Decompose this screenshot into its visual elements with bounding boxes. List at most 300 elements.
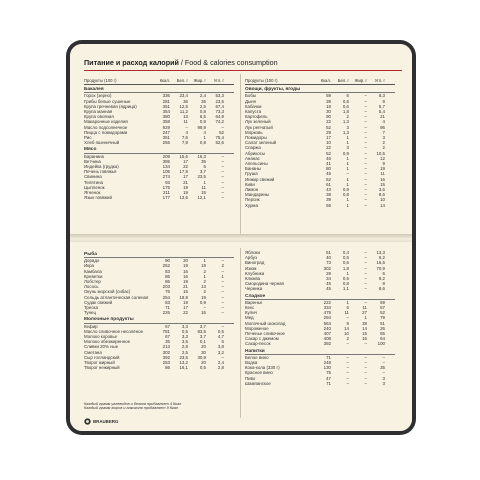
cell-fat: – xyxy=(364,265,367,271)
cell-product: Бананы xyxy=(245,166,261,172)
cell-fat: 38 xyxy=(362,320,367,326)
cell-kcal: 56 xyxy=(326,202,331,208)
cell-carbs: – xyxy=(221,124,224,130)
table-row xyxy=(84,140,234,145)
cell-carbs: 2,8 xyxy=(217,365,224,371)
cell-kcal: 52 xyxy=(326,124,331,130)
cell-product: Телятина xyxy=(84,179,104,185)
cell-product: Бобы xyxy=(245,93,256,99)
cell-product: Лосось xyxy=(84,284,99,290)
cell-kcal: 479 xyxy=(323,310,331,316)
cell-product: Сливки 20% ные xyxy=(84,344,119,350)
header-fat: Жир. г xyxy=(354,78,367,83)
cell-carbs: 65 xyxy=(380,331,385,337)
cell-product: Крупа манная xyxy=(84,109,113,115)
cell-fat: – xyxy=(364,124,367,130)
table-body xyxy=(245,87,395,208)
cell-protein: 7,9 xyxy=(181,140,188,146)
cell-carbs: – xyxy=(221,305,224,311)
cell-protein: 9 xyxy=(346,320,349,326)
column-divider xyxy=(240,74,241,234)
cell-fat: 20 xyxy=(201,344,206,350)
cell-protein: 1 xyxy=(346,197,349,203)
cell-fat: 4 xyxy=(203,129,206,135)
cell-carbs: – xyxy=(221,279,224,285)
cell-kcal: 222 xyxy=(323,299,331,305)
cell-fat: – xyxy=(364,365,367,371)
cell-carbs: 64,9 xyxy=(215,114,224,120)
cell-fat: – xyxy=(364,360,367,366)
cell-product: Лук зеленый xyxy=(245,119,271,125)
brand-logo xyxy=(84,418,118,425)
cell-protein: 1 xyxy=(346,202,349,208)
cell-kcal: 52 xyxy=(326,150,331,156)
title-separator: / xyxy=(178,58,185,67)
cell-kcal: 71 xyxy=(326,354,331,360)
cell-kcal: 134 xyxy=(162,164,170,170)
cell-carbs: 2 xyxy=(221,263,224,269)
cell-protein: 13 xyxy=(183,114,188,120)
category-heading: Сладкое xyxy=(245,294,395,300)
cell-product: Спаржа xyxy=(245,145,261,151)
cell-carbs: – xyxy=(382,360,385,366)
cell-carbs: – xyxy=(382,354,385,360)
cell-fat: – xyxy=(364,119,367,125)
cell-carbs: 26 xyxy=(380,325,385,331)
cell-protein: – xyxy=(346,341,349,347)
cell-product: Цыпленок xyxy=(84,184,105,190)
cell-protein: 0,6 xyxy=(342,260,349,266)
cell-carbs: 4 xyxy=(382,119,385,125)
cell-protein: 0,6 xyxy=(342,103,349,109)
right-top-column xyxy=(245,78,395,208)
cell-protein: 3 xyxy=(346,145,349,151)
left-bottom-column xyxy=(84,250,234,370)
cell-product: Молоко коровье xyxy=(84,334,118,340)
cell-protein: 11,2 xyxy=(179,109,188,115)
cell-kcal: 93 xyxy=(165,179,170,185)
cell-protein: 6 xyxy=(346,93,349,99)
bottom-page xyxy=(70,242,412,431)
cell-carbs: 2,4 xyxy=(217,360,224,366)
column-divider xyxy=(240,248,241,418)
cell-carbs: 9 xyxy=(382,98,385,104)
cell-product: Рис xyxy=(84,135,92,141)
cell-protein: 13,6 xyxy=(179,195,188,201)
cell-protein: 1,8 xyxy=(342,109,349,115)
cell-kcal: 30 xyxy=(326,109,331,115)
cell-protein: 3 xyxy=(346,124,349,130)
category-heading: Напитки xyxy=(245,349,395,355)
cell-kcal: 408 xyxy=(323,336,331,342)
cell-carbs: – xyxy=(221,190,224,196)
cell-fat: – xyxy=(364,370,367,376)
cell-protein: – xyxy=(346,315,349,321)
cell-product: Ягненок xyxy=(84,190,101,196)
cell-protein: 23,4 xyxy=(179,93,188,99)
cell-product: Лук репчатый xyxy=(245,124,273,130)
cell-protein: 3,3 xyxy=(181,323,188,329)
cell-product: Сахар-песок xyxy=(245,341,271,347)
cell-protein: 16 xyxy=(183,273,188,279)
cell-fat: – xyxy=(364,281,367,287)
cell-product: Молоко обезжиренное xyxy=(84,339,131,345)
cell-product: Творог жирный xyxy=(84,360,115,366)
cell-kcal: 75 xyxy=(165,289,170,295)
cell-fat: 3,7 xyxy=(199,323,206,329)
cell-protein: 1 xyxy=(346,155,349,161)
cell-fat: 20 xyxy=(201,360,206,366)
cell-fat: 2,5 xyxy=(199,103,206,109)
cell-product: Судак свежий xyxy=(84,299,113,305)
cell-product: Персик xyxy=(245,197,260,203)
cell-product: Творог нежирный xyxy=(84,365,120,371)
cell-protein: 1,3 xyxy=(342,129,349,135)
cell-protein: 19 xyxy=(183,299,188,305)
cell-kcal: 294 xyxy=(323,315,331,321)
cell-kcal: 83 xyxy=(165,268,170,274)
cell-fat: 30 xyxy=(201,349,206,355)
cell-carbs: 8,6 xyxy=(378,286,385,292)
cell-kcal: 392 xyxy=(162,354,170,360)
cell-product: Яблоки xyxy=(245,250,260,255)
cell-product: Кока-кола (330 г) xyxy=(245,365,280,371)
cell-protein: 1 xyxy=(346,140,349,146)
cell-fat: – xyxy=(364,109,367,115)
cell-product: Апельсины xyxy=(245,161,268,167)
cell-kcal: 43 xyxy=(326,187,331,193)
cell-product: Масло сливочное несолёное xyxy=(84,328,144,334)
cell-protein: 0,8 xyxy=(342,192,349,198)
cell-kcal: 336 xyxy=(162,93,170,99)
cell-fat: 2 xyxy=(203,289,206,295)
cell-protein: 16,1 xyxy=(179,365,188,371)
cell-product: Изюм xyxy=(245,265,257,271)
cell-carbs: 67,4 xyxy=(215,103,224,109)
cell-product: Печень говяжья xyxy=(84,169,117,175)
cell-fat: 11 xyxy=(201,184,206,190)
cell-carbs: 51 xyxy=(380,320,385,326)
cell-product: Шампанское xyxy=(245,380,271,386)
table-row xyxy=(245,286,395,291)
cell-product: Хлеб пшеничный xyxy=(84,140,120,146)
cell-carbs: 57 xyxy=(380,305,385,311)
header-carbs: Угл. г xyxy=(213,78,224,83)
cell-product: Дорадо xyxy=(84,258,100,264)
cell-product: Виноград xyxy=(245,260,265,266)
cell-protein: 11 xyxy=(183,119,188,125)
cell-fat: – xyxy=(364,176,367,182)
cell-protein: 0,5 xyxy=(342,255,349,261)
cell-product: Ветчина xyxy=(84,158,101,164)
cell-kcal: 177 xyxy=(162,195,170,201)
cell-carbs: 96 xyxy=(380,124,385,130)
cell-kcal: 209 xyxy=(162,153,170,159)
cell-carbs: 8 xyxy=(382,281,385,287)
cell-fat: 3,7 xyxy=(199,334,206,340)
cell-fat: 1 xyxy=(203,179,206,185)
cell-kcal: 211 xyxy=(163,190,170,196)
cell-kcal: 80 xyxy=(326,166,331,172)
category-heading: Овощи, фрукты, ягоды xyxy=(245,87,395,93)
cell-carbs: – xyxy=(221,258,224,264)
cell-protein: 3,3 xyxy=(181,334,188,340)
cell-carbs: – xyxy=(221,323,224,329)
cell-carbs: – xyxy=(221,289,224,295)
cell-protein: 0,9 xyxy=(342,187,349,193)
cell-fat: 0,9 xyxy=(199,299,206,305)
cell-protein: 0,5 xyxy=(181,328,188,334)
cell-fat: – xyxy=(364,140,367,146)
cell-fat: – xyxy=(364,354,367,360)
cell-carbs: 3,2 xyxy=(217,349,224,355)
cell-kcal: 35 xyxy=(165,339,170,345)
cell-carbs: – xyxy=(221,195,224,201)
cell-product: Кекс xyxy=(245,305,255,311)
cell-fat: – xyxy=(364,276,367,282)
cell-product: Пиво xyxy=(245,375,256,381)
cell-kcal: 45 xyxy=(326,281,331,287)
cell-product: Язык говяжий xyxy=(84,195,112,201)
cell-protein: 2,5 xyxy=(181,349,188,355)
cell-product: Окунь морской (сибас) xyxy=(84,289,131,295)
cell-product: Тунец xyxy=(84,310,97,316)
cell-fat: 16,3 xyxy=(197,153,206,159)
cell-kcal: 175 xyxy=(162,184,170,190)
cell-carbs: 9 xyxy=(382,161,385,167)
cell-carbs: – xyxy=(221,174,224,180)
cell-carbs: 9,2 xyxy=(378,255,385,261)
cell-fat: 19 xyxy=(201,263,206,269)
table-body xyxy=(84,252,234,370)
cell-carbs: 6 xyxy=(382,270,385,276)
cell-kcal: 213 xyxy=(162,344,170,350)
cell-protein: 3,5 xyxy=(181,339,188,345)
cell-carbs: – xyxy=(221,164,224,170)
cell-kcal: 334 xyxy=(323,305,331,311)
cell-protein: 1 xyxy=(346,166,349,172)
cell-kcal: 86 xyxy=(165,365,170,371)
category-heading: Молочные продукты xyxy=(84,317,234,323)
cell-carbs: 3,8 xyxy=(217,344,224,350)
header-protein: Бел. г xyxy=(337,78,349,83)
table-row xyxy=(84,310,234,315)
cell-protein: 0,4 xyxy=(342,250,349,255)
cell-product: Камбала xyxy=(84,268,102,274)
cell-carbs: 15 xyxy=(380,181,385,187)
cell-product: Морковь xyxy=(245,129,263,135)
cell-protein: 17 xyxy=(183,158,188,164)
cell-carbs: 13,3 xyxy=(376,250,385,255)
cell-fat: 3,7 xyxy=(199,169,206,175)
cell-protein: 21 xyxy=(183,284,188,290)
cell-fat: – xyxy=(364,250,367,255)
cell-kcal: 203 xyxy=(162,284,170,290)
cell-kcal: 274 xyxy=(162,174,170,180)
cell-kcal: 71 xyxy=(326,380,331,386)
cell-protein: 11 xyxy=(344,310,349,316)
cell-fat: 0,9 xyxy=(199,119,206,125)
cell-product: Мед xyxy=(245,315,254,321)
cell-product: Сельдь атлантическая соленая xyxy=(84,294,149,300)
cell-product: Кефир xyxy=(84,323,98,329)
cell-kcal: 252 xyxy=(162,263,170,269)
cell-carbs: 5,7 xyxy=(378,103,385,109)
cell-fat: – xyxy=(364,150,367,156)
cell-protein: 17 xyxy=(183,305,188,311)
cell-product: Киви xyxy=(245,181,255,187)
cell-fat: – xyxy=(364,171,367,177)
cell-carbs: 10 xyxy=(380,197,385,203)
cell-kcal: 351 xyxy=(162,135,170,141)
title-rule xyxy=(84,70,402,71)
cell-kcal: 130 xyxy=(323,365,331,371)
cell-product: Инжир свежий xyxy=(245,176,275,182)
cell-protein: 19 xyxy=(183,190,188,196)
cell-protein: 16 xyxy=(183,268,188,274)
cell-fat: 35 xyxy=(201,158,206,164)
cell-protein: – xyxy=(346,370,349,376)
cell-kcal: 255 xyxy=(162,140,170,146)
cell-fat: 16 xyxy=(362,336,367,342)
cell-kcal: 354 xyxy=(162,109,170,115)
cell-fat: – xyxy=(364,155,367,161)
cell-kcal: 248 xyxy=(323,360,331,366)
brand-logo-text: BRAUBERG xyxy=(93,419,119,424)
cell-product: Крупа гречневая (ядрица) xyxy=(84,103,137,109)
category-heading: Бакалея xyxy=(84,87,234,93)
cell-fat: – xyxy=(364,197,367,203)
cell-product: Картофель xyxy=(245,114,268,120)
cell-protein: 36 xyxy=(183,98,188,104)
header-fat: Жир. г xyxy=(193,78,206,83)
cell-product: Пицца с помидорами xyxy=(84,129,128,135)
page-title xyxy=(84,58,278,67)
cell-carbs: – xyxy=(221,294,224,300)
cell-product: Икра xyxy=(84,263,94,269)
cell-protein: 1,3 xyxy=(342,119,349,125)
cell-fat: – xyxy=(364,192,367,198)
cell-product: Салат зеленый xyxy=(245,140,277,146)
cell-kcal: 226 xyxy=(162,310,170,316)
cell-product: Кулич xyxy=(245,310,257,316)
cell-fat: 1 xyxy=(203,135,206,141)
cell-kcal: 29 xyxy=(326,270,331,276)
cell-protein: 1 xyxy=(346,270,349,276)
cell-product: Арбуз xyxy=(245,255,257,261)
category-heading: Мясо xyxy=(84,147,234,153)
cell-carbs: 2 xyxy=(382,140,385,146)
cell-protein: 1,1 xyxy=(342,286,349,292)
cell-product: Креветки xyxy=(84,273,103,279)
cell-product: Сметана xyxy=(84,349,102,355)
cell-protein: 19 xyxy=(183,279,188,285)
cell-carbs: 73,3 xyxy=(215,109,224,115)
cell-fat: – xyxy=(364,299,367,305)
right-bottom-column xyxy=(245,250,395,386)
cell-product: Варенье xyxy=(245,299,263,305)
cell-carbs: 21 xyxy=(380,114,385,120)
cell-product: Сахар с джемом xyxy=(245,336,279,342)
cell-carbs: 5,4 xyxy=(378,109,385,115)
cell-kcal: 86 xyxy=(165,279,170,285)
table-row xyxy=(245,381,395,386)
cell-protein: 15,6 xyxy=(179,153,188,159)
cell-carbs: 52 xyxy=(219,129,224,135)
cell-fat: 0,8 xyxy=(199,140,206,146)
cell-fat: 99,9 xyxy=(197,124,206,130)
cell-carbs: 23,5 xyxy=(215,98,224,104)
cell-kcal: 39 xyxy=(326,98,331,104)
cell-kcal: 22 xyxy=(326,119,331,125)
cell-carbs: 70,9 xyxy=(376,265,385,271)
cell-carbs: 64 xyxy=(380,336,385,342)
header-carbs: Угл. г xyxy=(374,78,385,83)
title-sub: Food & calories consumption xyxy=(184,58,278,67)
cell-protein: 1 xyxy=(346,176,349,182)
cell-kcal: 90 xyxy=(165,258,170,264)
cell-product: Хурма xyxy=(245,202,258,208)
cell-protein: – xyxy=(346,375,349,381)
cell-product: Дыня xyxy=(245,98,256,104)
cell-protein: 18,9 xyxy=(179,294,188,300)
cell-protein: 1 xyxy=(346,161,349,167)
cell-kcal: 73 xyxy=(326,260,331,266)
cell-fat: – xyxy=(364,260,367,266)
cell-kcal: 67 xyxy=(165,323,170,329)
cell-kcal: 254 xyxy=(162,294,170,300)
cell-protein: 19 xyxy=(183,184,188,190)
cell-carbs: – xyxy=(221,184,224,190)
header-protein: Бел. г xyxy=(176,78,188,83)
cell-fat: – xyxy=(364,145,367,151)
cell-protein: 1,8 xyxy=(342,265,349,271)
cell-fat: 11 xyxy=(362,305,367,311)
cell-protein: – xyxy=(346,354,349,360)
cell-carbs: 2 xyxy=(382,145,385,151)
cell-protein: – xyxy=(185,124,188,130)
cell-kcal: 39 xyxy=(326,197,331,203)
cell-kcal: 90 xyxy=(326,114,331,120)
cell-carbs: 75,4 xyxy=(215,135,224,141)
cell-protein: 0,6 xyxy=(342,98,349,104)
cell-protein: 23,5 xyxy=(179,354,188,360)
cell-kcal: 10 xyxy=(326,140,331,146)
cell-product: Молочный шоколад xyxy=(245,320,286,326)
cell-fat: 13 xyxy=(201,284,206,290)
table-row xyxy=(84,195,234,200)
cell-kcal: 71 xyxy=(165,305,170,311)
cell-fat: 2,4 xyxy=(199,93,206,99)
cell-carbs: 3 xyxy=(382,375,385,381)
cell-kcal: 247 xyxy=(162,129,170,135)
cell-protein: 19 xyxy=(183,263,188,269)
cell-kcal: 105 xyxy=(162,169,170,175)
cell-fat: 19 xyxy=(201,294,206,300)
cell-product: Белое вино xyxy=(245,354,269,360)
cell-protein: 14 xyxy=(344,325,349,331)
cell-protein: 2,8 xyxy=(181,344,188,350)
cell-kcal: 59 xyxy=(326,93,331,99)
cell-fat: – xyxy=(364,270,367,276)
cell-fat: 15 xyxy=(362,331,367,337)
cell-kcal: 281 xyxy=(162,98,170,104)
cell-kcal: 38 xyxy=(326,192,331,198)
cell-kcal: 17 xyxy=(326,135,331,141)
cell-kcal: 34 xyxy=(326,276,331,282)
cell-fat: 6,5 xyxy=(199,114,206,120)
cell-product: Макаронные изделия xyxy=(84,119,128,125)
